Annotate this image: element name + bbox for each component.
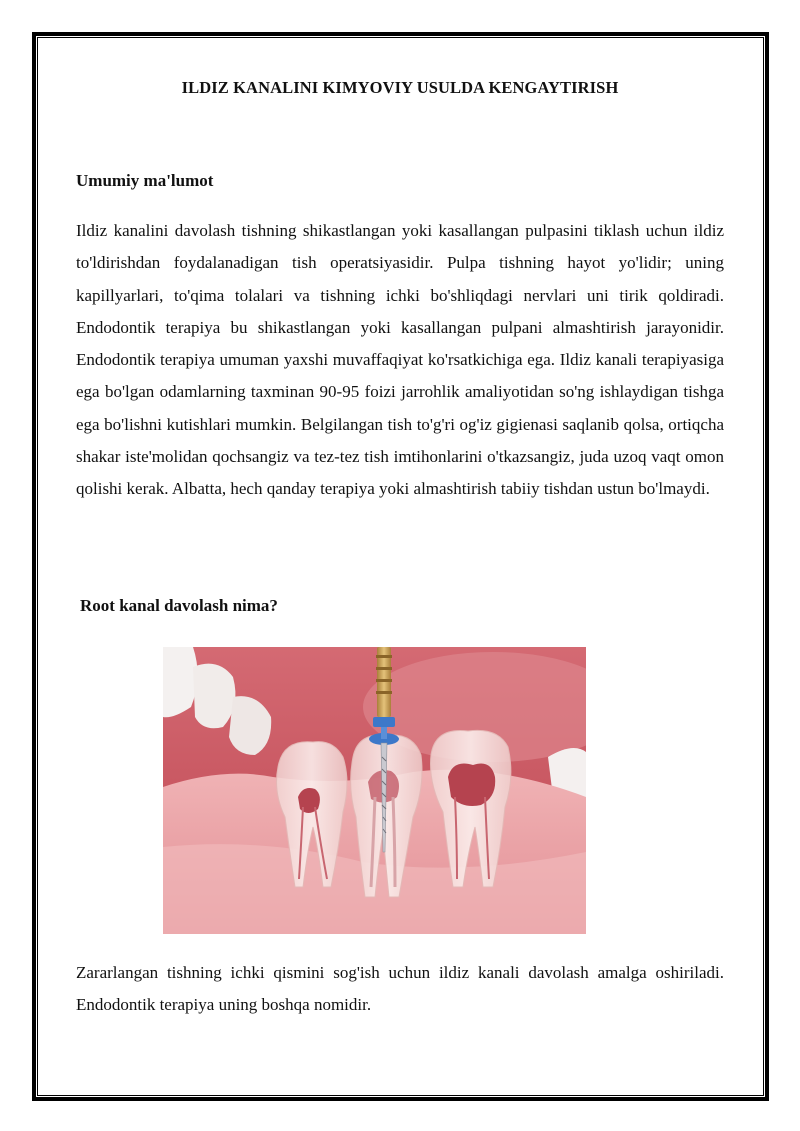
page-border [32,32,769,1101]
root-canal-illustration-svg [163,647,586,934]
section-heading-general-info: Umumiy ma'lumot [76,171,214,190]
root-canal-illustration [163,647,586,934]
section-heading-root-canal: Root kanal davolash nima? [80,596,278,615]
document-title: ILDIZ KANALINI KIMYOVIY USULDA KENGAYTIRISH [181,78,619,97]
paragraph-general-info: Ildiz kanalini davolash tishning shikastlangan yoki kasallangan pulpasini tiklash uchun ildiz to'ldirishdan foydalanadigan tish operatsiyasidir. Pulpa tishning hayot yo'lidir; uning kapillyarlari, to'qima tolalari va tishning ichki bo'shliqdagi nervlari uni tirik qoldiradi. Endodontik terapiya bu shikastlangan yoki kasallangan pulpani almashtirish jarayonidir. Endodontik terapiya umuman yaxshi muvaffaqiyat ko'rsatkichiga ega. Ildiz kanali terapiyasiga ega bo'lgan odamlarning taxminan 90-95 foizi jarrohlik amaliyotidan so'ng ishlaydigan tishga ega bo'lishni kutishlari mumkin. Belgilangan tish to'g'ri og'iz gigienasi saqlanib qolsa, ortiqcha shakar iste'molidan qochsangiz va tez-tez tish imtihonlarini o'tkazsangiz, juda uzoq vaqt omon qolishi kerak. Albatta, hech qanday terapiya yoki almashtirish tabiiy tishdan ustun bo'lmaydi. [76,221,724,499]
page-border-inner [37,37,764,1096]
back-tooth-left-2 [193,664,235,729]
paragraph-root-canal: Zararlangan tishning ichki qismini sog'ish uchun ildiz kanali davolash amalga oshiriladi. Endodontik terapiya uning boshqa nomidir. [76,963,724,1015]
